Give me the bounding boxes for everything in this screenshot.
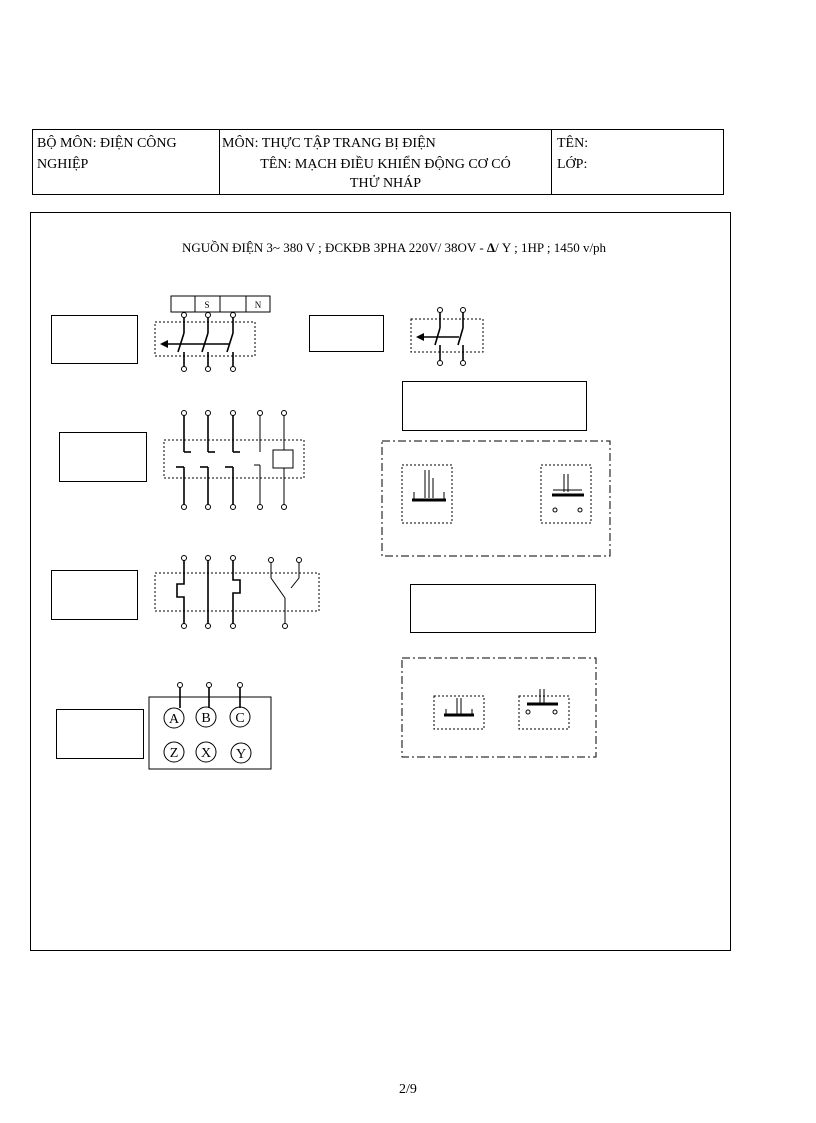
circuit-breaker-3p bbox=[155, 296, 270, 372]
terminal-c: C bbox=[235, 711, 245, 726]
terminal-b: B bbox=[201, 711, 211, 726]
supply-spec-text: NGUỒN ĐIỆN 3~ 380 V ; ĐCKĐB 3PHA 220V/ 38OV - bbox=[181, 240, 487, 255]
thermal-relay bbox=[155, 556, 319, 629]
terminal-x: X bbox=[200, 746, 212, 761]
terminal-z: Z bbox=[169, 746, 179, 761]
title-line1: TÊN: MẠCH ĐIỀU KHIỂN ĐỘNG CƠ CÓ bbox=[260, 157, 511, 172]
contactor bbox=[164, 411, 304, 510]
department-line2: NGHIỆP bbox=[37, 157, 89, 172]
stop-button-2 bbox=[444, 698, 474, 715]
name-label: TÊN: bbox=[557, 136, 589, 151]
pushbutton-station-1 bbox=[382, 441, 610, 556]
pushbutton-station-2 bbox=[402, 658, 596, 757]
title-line2: THỬ NHÁP bbox=[349, 176, 422, 191]
start-button-2 bbox=[526, 689, 558, 714]
department-line1: BỘ MÔN: ĐIỆN CÔNG bbox=[37, 136, 177, 151]
subject-text: MÔN: THỰC TẬP TRANG BỊ ĐIỆN bbox=[222, 136, 436, 151]
terminal-s-label: S bbox=[204, 300, 210, 310]
start-button-1 bbox=[552, 474, 584, 512]
stop-button-1 bbox=[412, 470, 446, 500]
page-number: 2/9 bbox=[399, 1082, 417, 1097]
supply-spec-text-end: / Y ; 1HP ; 1450 v/ph bbox=[495, 240, 607, 255]
terminal-n-label: N bbox=[254, 300, 262, 310]
circuit-breaker-2p bbox=[411, 308, 483, 366]
delta-symbol: Δ bbox=[486, 240, 496, 255]
motor-terminal-box bbox=[149, 683, 271, 770]
class-label: LỚP: bbox=[557, 157, 588, 172]
terminal-a: A bbox=[168, 712, 180, 727]
terminal-y: Y bbox=[235, 747, 247, 762]
